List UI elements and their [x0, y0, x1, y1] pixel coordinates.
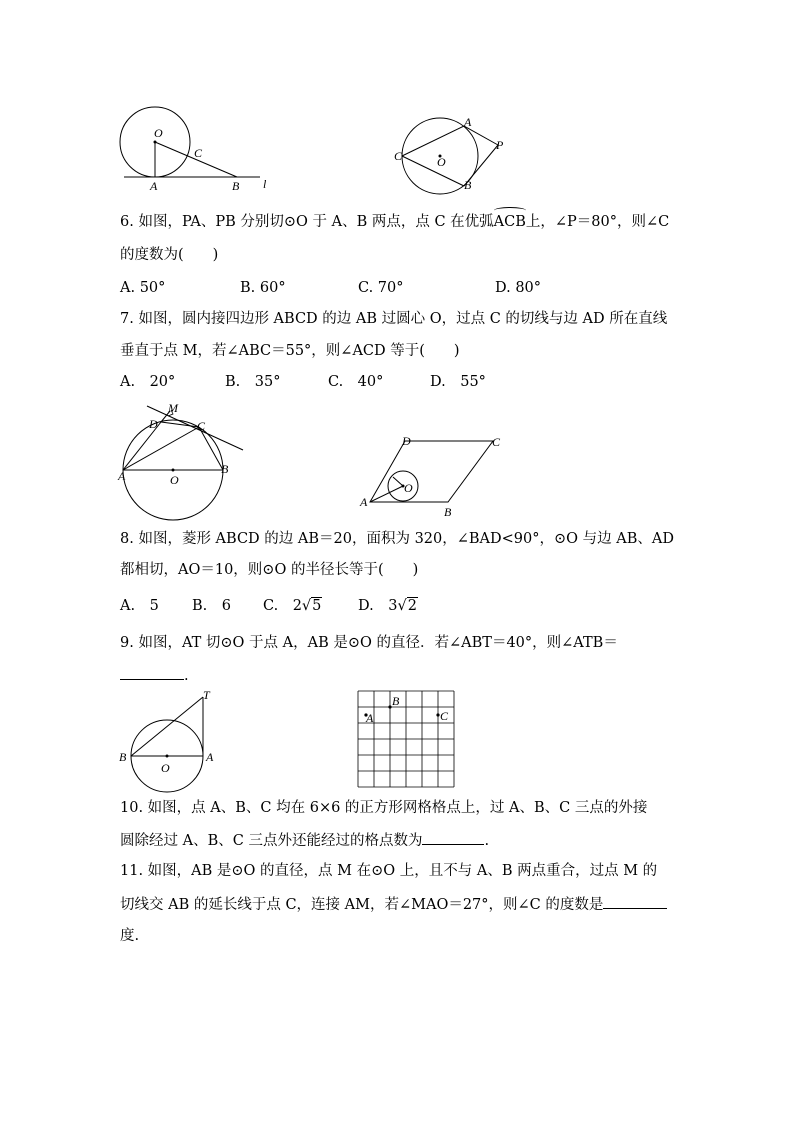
q6-option-a: A. 50° — [120, 280, 166, 296]
q8-option-d-radicand: 2 — [407, 598, 417, 614]
q10-line1: 10. 如图，点 A、B、C 均在 6×6 的正方形网格格点上，过 A、B、C 三点的外接 — [120, 800, 648, 816]
q7-line1: 7. 如图，圆内接四边形 ABCD 的边 AB 过圆心 O，过点 C 的切线与边 AD 所在直线 — [120, 311, 668, 327]
q10-line2-text: 圆除经过 A、B、C 三点外还能经过的格点数为 — [120, 833, 423, 849]
q11-line2 — [120, 894, 667, 915]
label-A: A — [464, 115, 472, 129]
answer-blank[interactable] — [603, 894, 667, 909]
label-O: O — [154, 126, 163, 140]
figure-q10-grid — [350, 687, 460, 792]
label-P: P — [496, 138, 504, 152]
q8-option-c — [263, 596, 322, 616]
q6-line2: 的度数为( ) — [120, 247, 219, 263]
answer-blank[interactable] — [422, 830, 484, 845]
label-A: A — [206, 750, 214, 764]
figure-tangent-line — [110, 100, 290, 195]
q11-line1: 11. 如图，AB 是⊙O 的直径，点 M 在⊙O 上，且不与 A、B 两点重合，过点 M 的 — [120, 863, 658, 879]
q6-option-b: B. 60° — [240, 280, 286, 296]
q6-option-c: C. 70° — [358, 280, 404, 296]
sqrt-symbol: √2 — [397, 598, 417, 614]
figure-q6 — [390, 112, 520, 197]
q6-text-b: 上，∠P＝80°，则∠C — [525, 214, 670, 230]
q8-line2: 都相切，AO＝10，则⊙O 的半径长等于( ) — [120, 562, 419, 578]
q7-option-d: D. 55° — [430, 374, 486, 390]
q9-line2-end: . — [184, 668, 189, 684]
label-B: B — [464, 178, 472, 192]
label-M: M — [168, 401, 178, 415]
q10-line2 — [120, 830, 489, 851]
label-C: C — [492, 435, 501, 449]
q10-line2-end: . — [484, 833, 490, 849]
q8-line1: 8. 如图，菱形 ABCD 的边 AB＝20，面积为 320，∠BAD<90°，⊙O 与边 AB、AD — [120, 531, 674, 547]
label-O: O — [161, 761, 170, 775]
q8-option-d — [358, 596, 418, 616]
q8-option-d-prefix: D. — [358, 598, 389, 614]
label-A: A — [360, 495, 368, 509]
label-C: C — [394, 149, 403, 163]
q7-option-c: C. 40° — [328, 374, 384, 390]
label-A: A — [366, 711, 374, 725]
label-T: T — [203, 688, 210, 702]
label-B: B — [232, 179, 240, 193]
label-A: A — [150, 179, 158, 193]
q8-option-c-radicand: 5 — [312, 598, 322, 614]
label-O: O — [437, 155, 446, 169]
label-O: O — [404, 481, 413, 495]
label-C: C — [440, 709, 449, 723]
q8-option-d-coef: 3 — [388, 598, 398, 614]
label-B: B — [119, 750, 127, 764]
figure-q7 — [115, 400, 255, 510]
q8-option-c-coef: 2 — [292, 598, 302, 614]
q8-option-c-prefix: C. — [263, 598, 293, 614]
answer-blank[interactable] — [120, 665, 184, 680]
q6-text-a: 6. 如图，PA、PB 分别切⊙O 于 A、B 两点，点 C 在优弧 — [120, 214, 494, 230]
arc-acb — [494, 212, 526, 232]
label-D: D — [402, 434, 411, 448]
label-B: B — [221, 462, 229, 476]
q9-line1: 9. 如图，AT 切⊙O 于点 A，AB 是⊙O 的直径．若∠ABT＝40°，则∠ATB＝ — [120, 635, 618, 651]
figure-q9 — [115, 688, 225, 778]
label-B: B — [392, 694, 400, 708]
label-C: C — [197, 419, 206, 433]
label-B: B — [444, 505, 452, 519]
figure-q8 — [358, 432, 518, 522]
sqrt-symbol: √5 — [301, 598, 322, 614]
q11-line3: 度. — [120, 928, 140, 944]
q6-option-d: D. 80° — [495, 280, 542, 296]
q6-line1 — [120, 212, 669, 232]
q7-option-b: B. 35° — [225, 374, 281, 390]
label-D: D — [149, 417, 158, 431]
q7-line2: 垂直于点 M，若∠ABC＝55°，则∠ACD 等于( ) — [120, 343, 460, 359]
label-O: O — [170, 473, 179, 487]
q9-line2 — [120, 665, 189, 686]
q7-option-a: A. 20° — [120, 374, 176, 390]
label-l: l — [263, 177, 267, 191]
q8-option-a: A. 5 — [120, 598, 159, 614]
label-A: A — [118, 469, 126, 483]
label-C: C — [194, 146, 203, 160]
q8-option-b: B. 6 — [192, 598, 231, 614]
q6-arc-label: ACB — [493, 214, 526, 230]
q11-line2-text: 切线交 AB 的延长线于点 C，连接 AM，若∠MAO＝27°，则∠C 的度数是 — [120, 897, 604, 913]
